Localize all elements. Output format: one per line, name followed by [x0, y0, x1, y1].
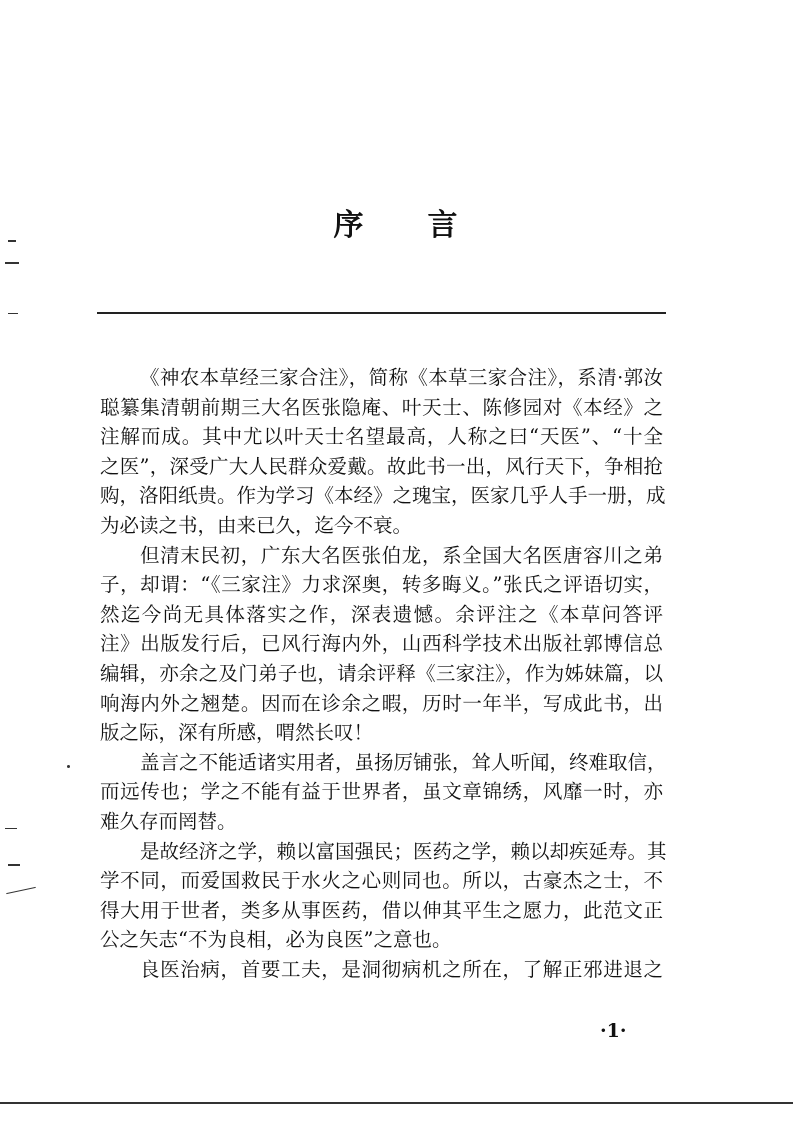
- scan-mark: [67, 765, 70, 768]
- text-line: 子，却谓：“《三家注》力求深奥，转多晦义。”张氏之评语切实，: [100, 573, 663, 597]
- text-line: 难久存而罔替。: [100, 809, 237, 833]
- text-line: 购，洛阳纸贵。作为学习《本经》之瑰宝，医家几乎人手一册，成: [100, 484, 666, 508]
- text-line: 公之矢志“不为良相，必为良医”之意也。: [100, 928, 452, 952]
- text-line: 版之际，深有所感，喟然长叹！: [100, 721, 374, 745]
- text-line: 《神农本草经三家合注》，简称《本草三家合注》，系清·郭汝: [140, 366, 663, 389]
- text-line: 响海内外之翘楚。因而在诊余之暇，历时一年半，写成此书，出: [100, 691, 663, 715]
- text-line: 是故经济之学，赖以富国强民；医药之学，赖以却疾延寿。其: [140, 839, 667, 863]
- text-line: 但清末民初，广东大名医张伯龙，系全国大名医唐容川之弟: [140, 543, 663, 567]
- text-line: 盖言之不能适诸实用者，虽扬厉铺张，耸人听闻，终难取信，: [140, 750, 667, 774]
- page-number: ·1·: [600, 1020, 627, 1042]
- scan-mark: [8, 240, 16, 242]
- text-line: 之医”，深受广大人民群众爱戴。故此书一出，风行天下，争相抢: [100, 454, 663, 478]
- text-line: 为必读之书，由来已久，迄今不衰。: [100, 513, 413, 537]
- scan-mark: [6, 887, 36, 894]
- title-char: 言: [427, 208, 460, 243]
- text-line: 编辑，亦余之及门弟子也，请余评释《三家注》，作为姊妹篇，以: [100, 661, 663, 685]
- text-line: 注解而成。其中尤以叶天士名望最高，人称之曰“天医”、“十全: [100, 425, 663, 449]
- text-line: 然迄今尚无具体落实之作，深表遗憾。余评注之《本草问答评: [100, 602, 663, 626]
- text-line: 而远传也；学之不能有益于世界者，虽文章锦绣，风靡一时，亦: [100, 780, 663, 804]
- preface-body: [100, 363, 667, 984]
- scan-mark: [8, 864, 20, 866]
- title-divider: [97, 312, 666, 314]
- text-line: 注》出版发行后，已风行海内外，山西科学技术出版社郭博信总: [100, 632, 663, 656]
- text-line: 良医治病，首要工夫，是洞彻病机之所在，了解正邪进退之: [140, 957, 663, 981]
- scan-mark: [5, 262, 19, 264]
- text-line: 聪纂集清朝前期三大名医张隐庵、叶天士、陈修园对《本经》之: [100, 395, 663, 419]
- text-line: 学不同，而爱国救民于水火之心则同也。所以，古豪杰之士，不: [100, 869, 663, 893]
- scan-mark: [8, 313, 18, 314]
- page-title: [0, 200, 793, 244]
- scan-mark: [5, 828, 17, 829]
- page-bottom-edge: [0, 1102, 793, 1104]
- text-line: 得大用于世者，类多从事医药，借以伸其平生之愿力，此范文正: [100, 898, 663, 922]
- title-char: 序: [333, 208, 366, 243]
